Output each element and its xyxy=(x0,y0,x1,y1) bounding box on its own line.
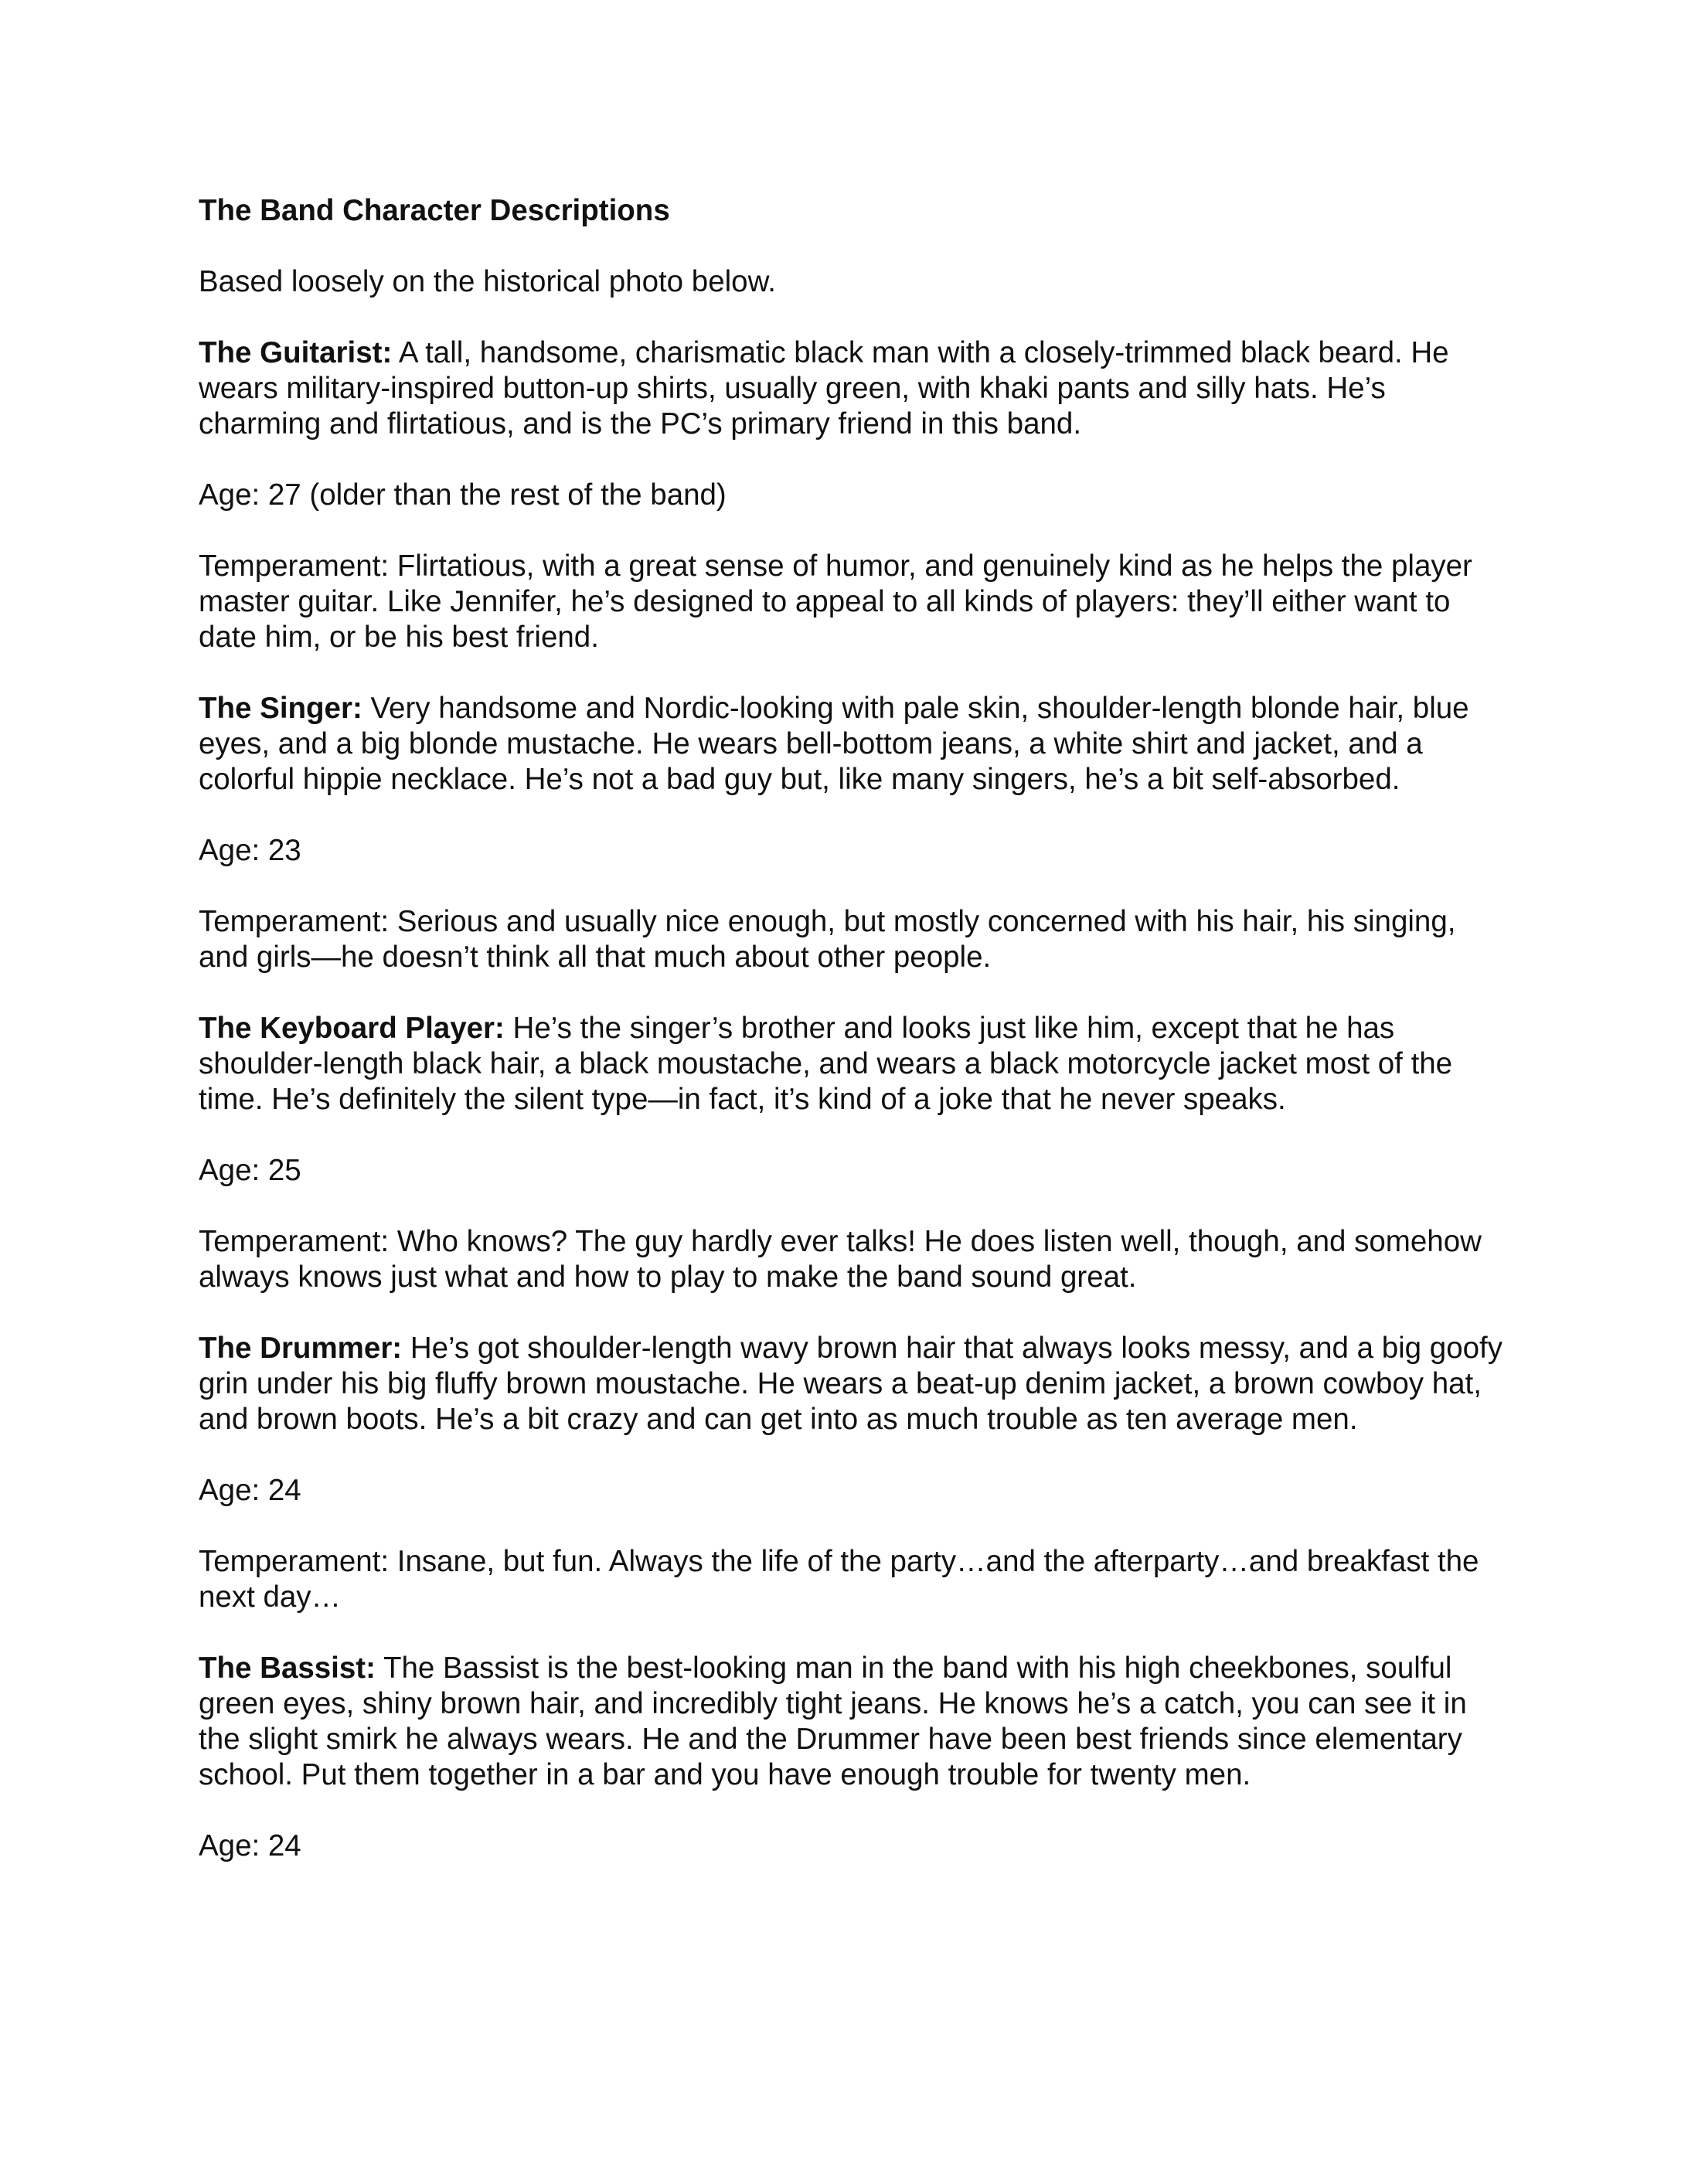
character-age-drummer: Age: 24 xyxy=(199,1474,301,1507)
character-text-keyboard-player: He’s the singer’s brother and looks just like him, except that he has shoulder-length black hair, a black moustache, and wears a black motorcycle jacket most of the time. He’s definitely the silent type—in fact, it’s kind of a joke that he never speaks. xyxy=(199,1012,1453,1116)
character-description-guitarist xyxy=(199,335,1513,442)
intro-paragraph: Based loosely on the historical photo below. xyxy=(199,265,776,298)
character-description-drummer xyxy=(199,1331,1513,1437)
character-temperament-guitarist: Temperament: Flirtatious, with a great sense of humor, and genuinely kind as he helps the player master guitar. Like Jennifer, he’s designed to appeal to all kinds of players: they’ll either want to date him, or be his best friend. xyxy=(199,549,1472,654)
character-description-bassist xyxy=(199,1651,1513,1793)
document-page xyxy=(199,193,1513,1900)
character-name-drummer: The Drummer: xyxy=(199,1332,403,1365)
character-age-bassist: Age: 24 xyxy=(199,1829,301,1863)
character-text-drummer: He’s got shoulder-length wavy brown hair that always looks messy, and a big goofy grin under his big fluffy brown moustache. He wears a beat-up denim jacket, a brown cowboy hat, and brown boots. He’s a bit crazy and can get into as much trouble as ten average men. xyxy=(199,1332,1503,1436)
character-age-guitarist: Age: 27 (older than the rest of the band) xyxy=(199,478,727,512)
character-name-bassist: The Bassist: xyxy=(199,1652,376,1685)
character-name-guitarist: The Guitarist: xyxy=(199,336,393,369)
character-temperament-singer: Temperament: Serious and usually nice enough, but mostly concerned with his hair, his singing, and girls—he doesn’t think all that much about other people. xyxy=(199,905,1456,974)
character-temperament-keyboard-player: Temperament: Who knows? The guy hardly ever talks! He does listen well, though, and somehow always knows just what and how to play to make the band sound great. xyxy=(199,1225,1482,1294)
character-age-keyboard-player: Age: 25 xyxy=(199,1154,301,1187)
character-name-singer: The Singer: xyxy=(199,692,362,725)
character-text-guitarist: A tall, handsome, charismatic black man with a closely-trimmed black beard. He wears military-inspired button-up shirts, usually green, with khaki pants and silly hats. He’s charming and flirtatious, and is the PC’s primary friend in this band. xyxy=(199,336,1449,441)
character-text-bassist: The Bassist is the best-looking man in the band with his high cheekbones, soulful green eyes, shiny brown hair, and incredibly tight jeans. He knows he’s a catch, you can see it in the slight smirk he always wears. He and the Drummer have been best friends since elementary school. Put them together in a bar and you have enough trouble for twenty men. xyxy=(199,1652,1467,1791)
character-age-singer: Age: 23 xyxy=(199,834,301,867)
character-description-keyboard-player xyxy=(199,1011,1513,1118)
character-text-singer: Very handsome and Nordic-looking with pale skin, shoulder-length blonde hair, blue eyes, and a big blonde mustache. He wears bell-bottom jeans, a white shirt and jacket, and a colorful hippie necklace. He’s not a bad guy but, like many singers, he’s a bit self-absorbed. xyxy=(199,692,1469,796)
character-name-keyboard-player: The Keyboard Player: xyxy=(199,1012,505,1045)
document-title: The Band Character Descriptions xyxy=(199,194,670,227)
character-temperament-drummer: Temperament: Insane, but fun. Always the life of the party…and the afterparty…and breakfast the next day… xyxy=(199,1545,1479,1614)
character-description-singer xyxy=(199,691,1513,798)
